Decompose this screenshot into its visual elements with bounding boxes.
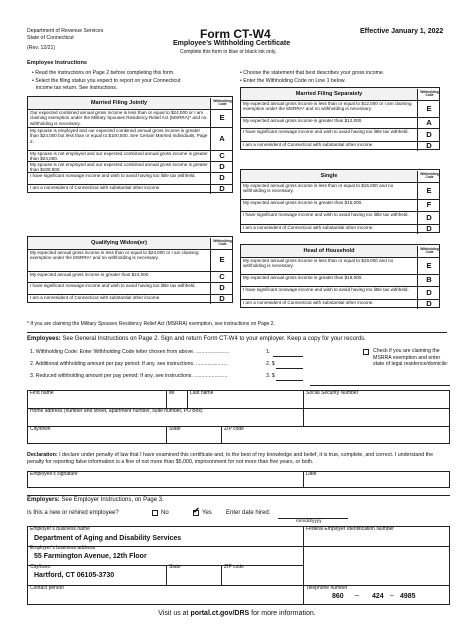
employer-city-label: City/town (30, 564, 51, 570)
grid-line (27, 585, 450, 586)
line1-number: 1. (266, 349, 271, 355)
telephone-label: Telephone number (306, 585, 348, 591)
date-hired-label: Enter date hired: (226, 510, 271, 516)
withholding-code: B (417, 274, 440, 286)
msrra-check-label: Check if you are claiming the MSRRA exemption and enter state of legal residence/domicile: (373, 348, 449, 367)
table-row-text: My expected annual gross income is greater than $19,000. (243, 275, 363, 280)
phone-dash: – (390, 592, 394, 599)
fein-field[interactable]: Federal Employer Identification Number (306, 526, 395, 532)
employees-instructions (27, 336, 366, 343)
withholding-code: D (417, 141, 440, 151)
instruction-line: • Choose the statement that best describes your gross income. (240, 70, 385, 76)
table-row-text: Our expected combined annual gross income is less than or equal to $24,000 or I am claiming exemption under the Military Spouses Residency Relief Act (MSRRA)* and no withholding is necessary. (30, 110, 207, 126)
table-row-text: My expected annual gross income is less than or equal to $24,000 or I am claiming exemption under the MSRRA* and no withholding is necessary. (30, 250, 199, 261)
table-title: Head of Household (241, 245, 417, 257)
withholding-code: D (417, 128, 440, 141)
table-single (240, 169, 440, 233)
table-row-text: I am a nonresident of Connecticut with substantial other income. (30, 295, 161, 300)
withholding-code: F (417, 199, 440, 211)
withholding-code-field[interactable] (273, 356, 303, 357)
employer-address-field[interactable]: 55 Farmington Avenue, 12th Floor (34, 553, 147, 560)
employers-heading: Employers: (27, 497, 60, 503)
grid-line (303, 390, 304, 426)
employer-name-field[interactable]: Department of Aging and Disability Services (34, 535, 182, 542)
drs-link[interactable]: portal.ct.gov/DRS (190, 610, 250, 617)
withholding-code: D (417, 224, 440, 234)
reduced-withholding-field[interactable] (276, 380, 303, 381)
footer-prefix: Visit us at (158, 610, 191, 617)
withholding-code-header: Withholding Code (210, 238, 234, 249)
phone-dash: – (355, 592, 359, 599)
last-name-field[interactable]: Last name (190, 390, 214, 396)
table-row-text: My expected annual gross income is less than or equal to $15,000 and no withholding is necessary. (243, 183, 394, 194)
table-mfj (27, 96, 233, 193)
msrra-checkbox[interactable] (363, 349, 369, 355)
footer-suffix: for more information. (249, 610, 316, 617)
instruction-line: • Enter the Withholding Code on Line 1 below. (240, 77, 346, 84)
instructions-right (240, 70, 450, 84)
withholding-code-header: Withholding Code (210, 98, 234, 109)
grid-line (221, 426, 222, 444)
signature-field[interactable]: Employee’s signature (30, 471, 78, 477)
state-field[interactable]: State (169, 426, 181, 432)
withholding-code-header: Withholding Code (417, 246, 441, 257)
effective-date: Effective January 1, 2022 (360, 28, 444, 35)
employers-text: See Employer Instructions, on Page 3. (61, 497, 164, 503)
withholding-code: D (417, 211, 440, 224)
new-hire-question: Is this a new or rehired employee? (27, 510, 119, 516)
instructions-left (32, 70, 232, 91)
line2-number: 2. $ (266, 361, 275, 367)
form-subtitle: Employee’s Withholding Certificate (173, 40, 291, 47)
table-row-text: My expected annual gross income is greater than $24,000. (30, 272, 150, 277)
instruction-line: • Select the filing status you expect to report on your Connecticut (32, 77, 181, 84)
employees-heading: Employees: (27, 336, 61, 342)
withholding-code: E (417, 100, 440, 117)
table-row-text: My spouse is not employed and our expected combined annual gross income is greater than $100,500. (30, 162, 208, 172)
no-label: No (161, 510, 169, 516)
withholding-code: D (210, 172, 233, 184)
grid-line (166, 426, 167, 444)
table-title: Qualifying Widow(er) (28, 237, 210, 249)
withholding-code: D (210, 184, 233, 194)
msrra-footnote: * If you are claiming the Military Spouses Residency Relief Act (MSRRA) exemption, see instructions on Page 2. (27, 321, 275, 327)
divider (27, 332, 447, 333)
withholding-code: D (210, 161, 233, 172)
line3-label: 3. Reduced withholding amount per pay period: If any, see instructions. ....................... (30, 373, 228, 379)
employer-address-label: Employer’s business address (30, 545, 96, 551)
signature-row (27, 471, 450, 488)
line3-number: 3. $ (266, 373, 275, 379)
withholding-code: C (210, 271, 233, 282)
withholding-code: E (210, 249, 233, 271)
instruction-line: • Read the instructions on Page 2 before completing this form. (32, 70, 175, 76)
check-mark-icon: ✔ (193, 506, 200, 515)
employer-state-label: State (169, 564, 181, 570)
ssn-field[interactable]: Social Security Number (306, 390, 359, 396)
table-row-text: I am a nonresident of Connecticut with substantial other income. (243, 142, 374, 147)
footer (0, 610, 474, 618)
withholding-code: C (210, 150, 233, 161)
table-row-text: My expected annual gross income is greater than $15,000. (243, 200, 363, 205)
table-row-text: My spouse is not employed and our expected combined annual gross income is greater than $24,000. (30, 151, 208, 161)
grid-line (303, 585, 304, 605)
dept-name: Department of Revenue Services (27, 28, 104, 34)
table-row-text: I am a nonresident of Connecticut with substantial other income. (243, 300, 374, 305)
withholding-code: D (210, 294, 233, 304)
zip-field[interactable]: ZIP code (224, 426, 244, 432)
grid-line (166, 565, 167, 585)
table-row-text: My expected annual gross income is less than or equal to $19,000 and no withholding is necessary. (243, 258, 394, 269)
table-hoh (240, 244, 440, 308)
withholding-code: E (210, 109, 233, 127)
employer-zip-label: ZIP code (224, 564, 244, 570)
phone-area-code[interactable]: 860 (332, 593, 344, 600)
instructions-heading: Employee Instructions (27, 60, 87, 66)
divider (27, 495, 450, 496)
phone-prefix[interactable]: 424 (372, 593, 384, 600)
table-row-text: My expected annual gross income is greater than $12,000. (243, 118, 363, 123)
table-title: Married Filing Separately (241, 88, 417, 100)
table-row-text: I have significant nonwage income and wish to avoid having too little tax withheld. (243, 287, 409, 292)
withholding-code-header: Withholding Code (417, 171, 441, 182)
grid-line (303, 471, 304, 488)
grid-line (27, 565, 303, 566)
line1-label: 1. Withholding Code: Enter Withholding Code letter chosen from above. ....................... (30, 349, 229, 355)
city-field[interactable]: City/town (30, 426, 51, 432)
table-mfs (240, 87, 440, 150)
employee-info-grid (27, 390, 450, 444)
signature-date-field[interactable]: Date (306, 471, 317, 477)
declaration-label: Declaration: (27, 452, 58, 458)
grid-line (187, 390, 188, 408)
withholding-code-header: Withholding Code (417, 89, 441, 100)
withholding-code: A (417, 117, 440, 128)
home-address-field[interactable]: Home address (number and street, apartment number, suite number, PO Box) (30, 408, 203, 414)
withholding-code: D (417, 286, 440, 299)
middle-initial-field[interactable]: MI (169, 390, 175, 396)
grid-line (166, 390, 167, 408)
contact-person-field[interactable]: Contact person (30, 585, 64, 591)
withholding-code: D (210, 282, 233, 294)
table-row-text: My spouse is employed and our expected combined annual gross income is greater than $24,000 but less than or equal to $100,500. See Certain Married Individuals, Page 2. (30, 128, 208, 144)
line2-label: 2. Additional withholding amount per pay period: If any, see instructions. ...................... (30, 361, 228, 367)
legal-residence-field[interactable] (310, 385, 450, 386)
grid-line (221, 565, 222, 585)
withholding-code: A (210, 127, 233, 150)
withholding-code: D (417, 299, 440, 309)
no-checkbox[interactable] (152, 510, 158, 516)
table-row-text: I have significant nonwage income and wish to avoid having too little tax withheld. (30, 283, 196, 288)
table-row-text: I am a nonresident of Connecticut with substantial other income. (30, 185, 161, 190)
revision: (Rev. 12/21) (27, 45, 56, 51)
declaration-text: I declare under penalty of law that I have examined this certificate and, to the best of my knowledge and belief, it is true, complete, and correct. I understand the penalty for reporting false information is a fine of not more than $5,000, imprisonment for not more than five years, or both. (27, 452, 434, 466)
phone-line-number[interactable]: 4985 (400, 593, 416, 600)
employer-city-field[interactable]: Hartford, CT 06105-3730 (34, 572, 115, 579)
employer-name-label: Employer’s business name (30, 526, 90, 532)
table-row-text: I am a nonresident of Connecticut with substantial other income. (243, 225, 374, 230)
grid-line (303, 526, 304, 546)
table-row-text: I have significant nonwage income and wish to avoid having too little tax withheld. (243, 212, 409, 217)
withholding-code: E (417, 257, 440, 274)
declaration (27, 452, 450, 466)
employees-text: See General Instructions on Page 2. Sign and return Form CT-W4 to your employer. Keep a copy for your records. (62, 336, 366, 342)
state-name: State of Connecticut (27, 35, 74, 41)
table-title: Single (241, 170, 417, 182)
employers-instructions (27, 497, 164, 504)
table-title: Married Filing Jointly (28, 97, 210, 109)
table-row-text: I have significant nonwage income and wish to avoid having too little tax withheld. (243, 129, 409, 134)
table-row-text: I have significant nonwage income and wish to avoid having too little tax withheld. (30, 173, 196, 178)
additional-withholding-field[interactable] (276, 368, 303, 369)
first-name-field[interactable]: First name (30, 390, 54, 396)
date-format-hint: mm/dd/yyyy (296, 519, 322, 524)
ink-note: Complete this form in blue or black ink only. (180, 49, 277, 55)
instruction-line: income tax return. See instructions. (36, 84, 118, 91)
table-qw (27, 236, 233, 303)
form-title: Form CT-W4 (200, 27, 271, 41)
table-row-text: My expected annual gross income is less than or equal to $12,000 or I am claiming exemption under the MSRRA* and no withholding is necessary. (243, 101, 412, 112)
yes-label: Yes (202, 510, 212, 516)
withholding-code: E (417, 182, 440, 199)
